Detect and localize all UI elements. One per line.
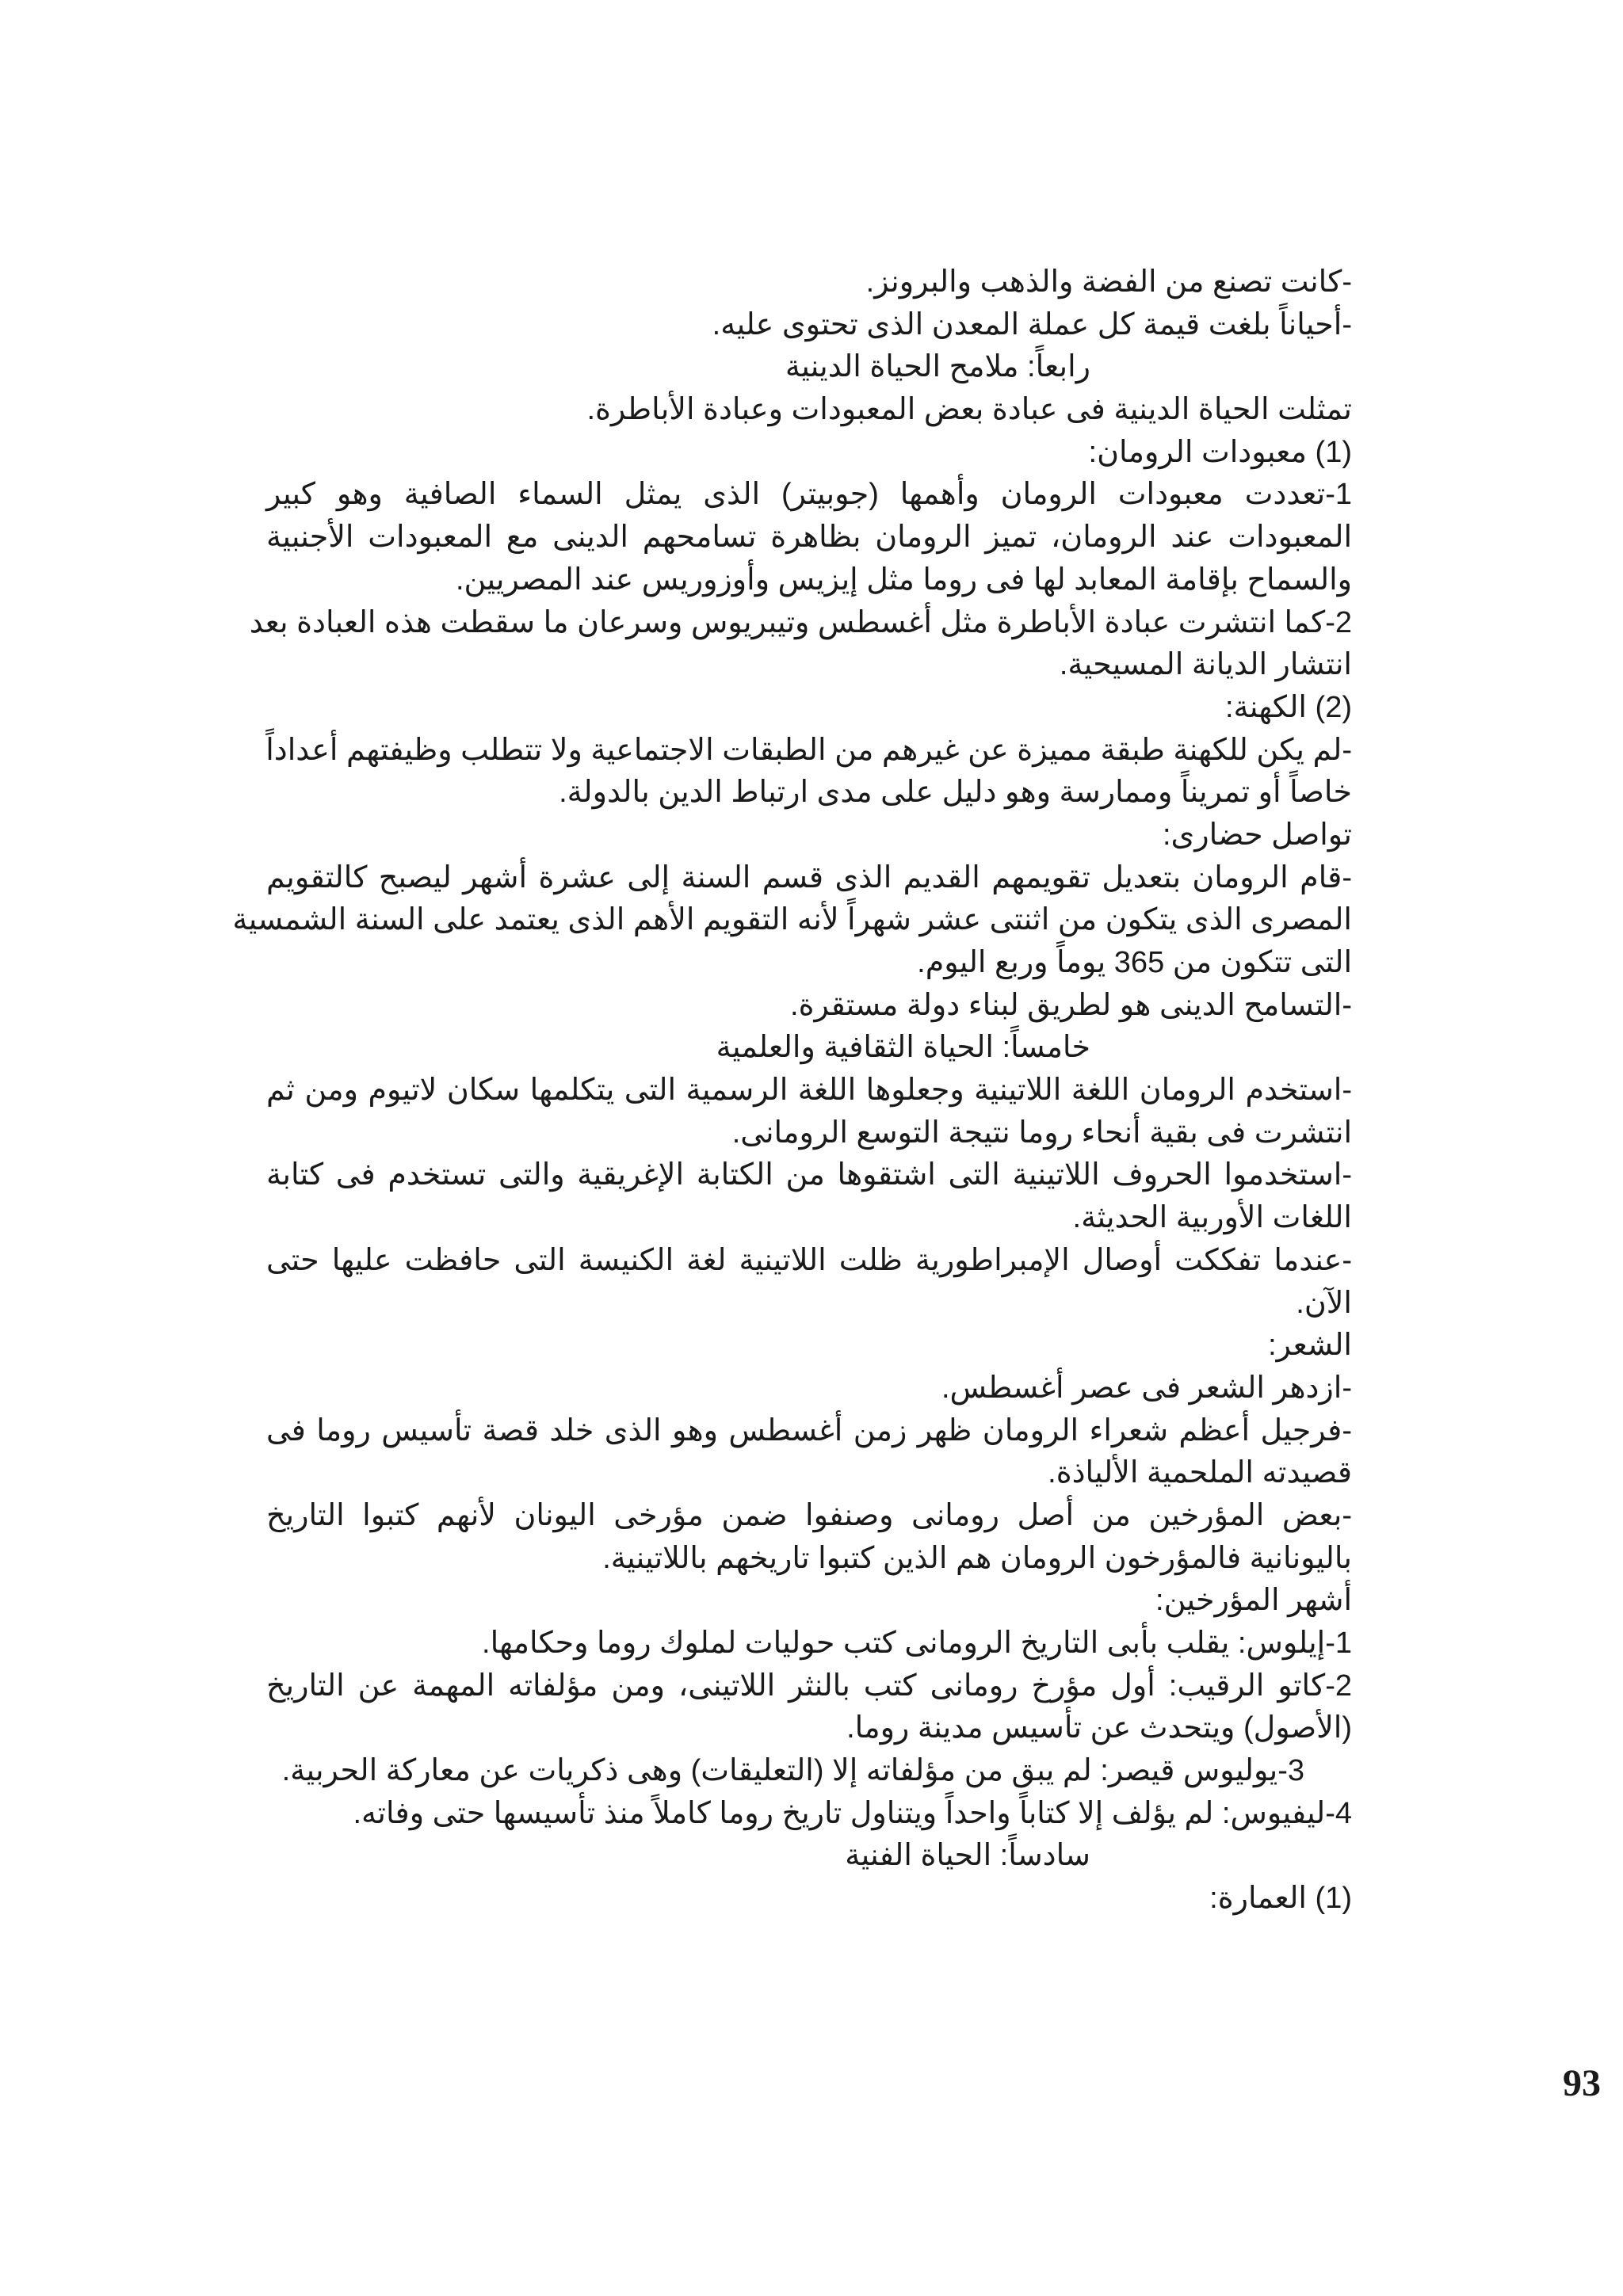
section-heading-religious-life: رابعاً: ملامح الحياة الدينية	[785, 350, 1090, 384]
text-line: -استخدم الرومان اللغة اللاتينية وجعلوها اللغة الرسمية التى يتكلمها سكان لاتيوم ومن ثم	[266, 1074, 1352, 1108]
subheading-architecture: (1) العمارة:	[1209, 1882, 1352, 1916]
text-line: تمثلت الحياة الدينية فى عبادة بعض المعبودات وعبادة الأباطرة.	[586, 393, 1352, 427]
text-line: -أحياناً بلغت قيمة كل عملة المعدن الذى تحتوى عليه.	[712, 307, 1352, 341]
text-line: المصرى الذى يتكون من اثنتى عشر شهراً لأنه التقويم الأهم الذى يعتمد على السنة الشمسية	[232, 903, 1352, 937]
text-line: انتشار الديانة المسيحية.	[1059, 648, 1352, 682]
text-line: 2-كما انتشرت عبادة الأباطرة مثل أغسطس وتيبريوس وسرعان ما سقطت هذه العبادة بعد	[249, 605, 1352, 639]
text-line: خاصاً أو تمريناً وممارسة وهو دليل على مدى ارتباط الدين بالدولة.	[559, 776, 1352, 810]
section-heading-cultural-life: خامساً: الحياة الثقافية والعلمية	[716, 1031, 1090, 1065]
page-body-text	[232, 261, 1352, 1920]
text-line: المعبودات عند الرومان، تميز الرومان بظاهرة تسامحهم الدينى مع المعبودات الأجنبية	[266, 521, 1352, 555]
text-line: -التسامح الدينى هو لطريق لبناء دولة مستقرة.	[790, 988, 1352, 1022]
text-line: انتشرت فى بقية أنحاء روما نتيجة التوسع الرومانى.	[731, 1116, 1352, 1150]
text-line: -لم يكن للكهنة طبقة مميزة عن غيرهم من الطبقات الاجتماعية ولا تتطلب وظيفتهم أعداداً	[265, 733, 1352, 767]
text-line: 1-إيلوس: يقلب بأبى التاريخ الرومانى كتب حوليات لملوك روما وحكامها.	[482, 1627, 1352, 1660]
text-line: -قام الرومان بتعديل تقويمهم القديم الذى قسم السنة إلى عشرة أشهر ليصبح كالتقويم	[266, 860, 1352, 894]
subheading-priests: (2) الكهنة:	[1224, 690, 1352, 724]
text-line: الآن.	[1296, 1286, 1352, 1320]
text-line: 4-ليفيوس: لم يؤلف إلا كتاباً واحداً ويتناول تاريخ روما كاملاً منذ تأسيسها حتى وفاته.	[353, 1796, 1352, 1830]
text-line: قصيدته الملحمية الألياذة.	[1048, 1456, 1352, 1490]
subheading-roman-deities: (1) معبودات الرومان:	[1088, 435, 1352, 469]
subheading-cultural-link: تواصل حضارى:	[1162, 818, 1352, 852]
text-line: باليونانية فالمؤرخون الرومان هم الذين كتبوا تاريخهم باللاتينية.	[602, 1541, 1352, 1575]
text-line: 2-كاتو الرقيب: أول مؤرخ رومانى كتب بالنثر اللاتينى، ومن مؤلفاته المهمة عن التاريخ	[266, 1669, 1352, 1703]
text-line: -بعض المؤرخين من أصل رومانى وصنفوا ضمن مؤرخى اليونان لأنهم كتبوا التاريخ	[266, 1498, 1352, 1532]
text-line: 3-يوليوس قيصر: لم يبق من مؤلفاته إلا (التعليقات) وهى ذكريات عن معاركة الحربية.	[281, 1754, 1304, 1788]
text-line: اللغات الأوربية الحديثة.	[1072, 1201, 1352, 1235]
text-line: التى تتكون من 365 يوماً وربع اليوم.	[917, 946, 1352, 979]
text-line: -كانت تصنع من الفضة والذهب والبرونز.	[865, 265, 1352, 299]
text-line: 1-تعددت معبودات الرومان وأهمها (جوبيتر) الذى يمثل السماء الصافية وهو كبير	[266, 478, 1352, 512]
subheading-poetry: الشعر:	[1268, 1329, 1352, 1363]
subheading-historians: أشهر المؤرخين:	[1155, 1584, 1352, 1618]
text-line: -فرجيل أعظم شعراء الرومان ظهر زمن أغسطس وهو الذى خلد قصة تأسيس روما فى	[266, 1413, 1352, 1447]
text-line: -عندما تفككت أوصال الإمبراطورية ظلت اللاتينية لغة الكنيسة التى حافظت عليها حتى	[266, 1243, 1352, 1277]
page-number: 93	[1563, 2062, 1601, 2104]
text-line: -ازدهر الشعر فى عصر أغسطس.	[941, 1371, 1352, 1405]
section-heading-artistic-life: سادساً: الحياة الفنية	[845, 1839, 1090, 1873]
text-line: -استخدموا الحروف اللاتينية التى اشتقوها من الكتابة الإغريقية والتى تستخدم فى كتابة	[266, 1158, 1352, 1192]
text-line: والسماح بإقامة المعابد لها فى روما مثل إيزيس وأوزوريس عند المصريين.	[455, 563, 1352, 597]
text-line: (الأصول) ويتحدث عن تأسيس مدينة روما.	[846, 1711, 1352, 1745]
